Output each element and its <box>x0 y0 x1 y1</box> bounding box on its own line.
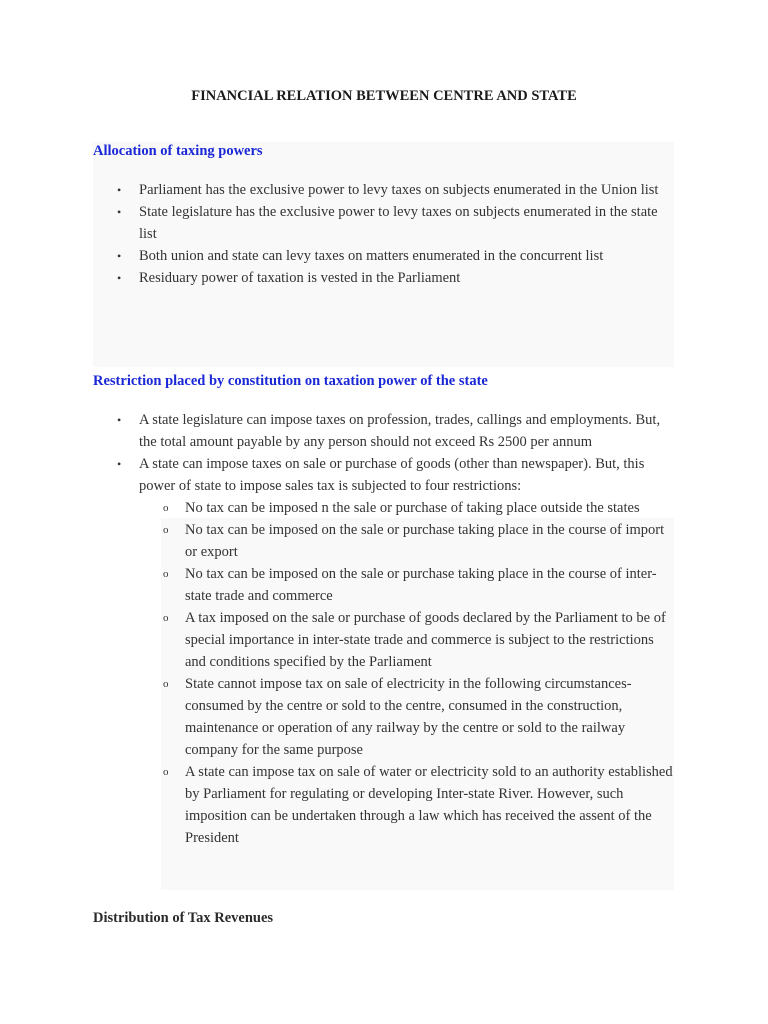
list-item <box>117 267 675 289</box>
circle-bullet-icon: o <box>163 766 169 778</box>
sublist-item <box>163 607 675 673</box>
restriction-list <box>117 409 675 849</box>
circle-bullet-icon: o <box>163 502 169 514</box>
sublist-item-text: State cannot impose tax on sale of electricity in the following circumstances- consumed by the centre or sold to the centre, consumed in the construction, maintenance or operation of any railway by the centre or sold to the railway company for the same purpose <box>185 676 632 758</box>
sublist-item <box>163 761 675 849</box>
list-item <box>117 453 675 849</box>
bullet-icon: • <box>117 413 122 427</box>
bullet-icon: • <box>117 183 122 197</box>
sublist-item-text: A state can impose tax on sale of water or electricity sold to an authority established by Parliament for regulating or developing Inter-state River. However, such imposition can be undertaken through a law which has received the assent of the President <box>185 764 673 846</box>
circle-bullet-icon: o <box>163 612 169 624</box>
bullet-icon: • <box>117 205 122 219</box>
list-item <box>117 201 675 245</box>
list-item <box>117 409 675 453</box>
list-item-text: Both union and state can levy taxes on matters enumerated in the concurrent list <box>139 248 604 264</box>
bullet-icon: • <box>117 457 122 471</box>
list-item-text: A state can impose taxes on sale or purchase of goods (other than newspaper). But, this power of state to impose sales tax is subjected to four restrictions: <box>139 456 645 494</box>
circle-bullet-icon: o <box>163 568 169 580</box>
section-heading-restriction: Restriction placed by constitution on taxation power of the state <box>93 373 488 389</box>
sublist-item <box>163 563 675 607</box>
bullet-icon: • <box>117 271 122 285</box>
sublist-item-text: No tax can be imposed on the sale or purchase taking place in the course of import or export <box>185 522 665 560</box>
section-heading-distribution: Distribution of Tax Revenues <box>93 910 274 926</box>
document-title: FINANCIAL RELATION BETWEEN CENTRE AND STATE <box>191 88 577 104</box>
circle-bullet-icon: o <box>163 524 169 536</box>
list-item-text: A state legislature can impose taxes on profession, trades, callings and employments. But, the total amount payable by any person should not exceed Rs 2500 per annum <box>139 412 661 450</box>
sublist-item-text: A tax imposed on the sale or purchase of goods declared by the Parliament to be of special importance in inter-state trade and commerce is subject to the restrictions and conditions specified by the Parliament <box>185 610 666 670</box>
sublist-item <box>163 497 675 519</box>
list-item-text: Parliament has the exclusive power to levy taxes on subjects enumerated in the Union list <box>139 182 659 198</box>
list-item <box>117 245 675 267</box>
sublist-item-text: No tax can be imposed on the sale or purchase taking place in the course of inter-state trade and commerce <box>185 566 657 604</box>
bullet-icon: • <box>117 249 122 263</box>
list-item-text: State legislature has the exclusive power to levy taxes on subjects enumerated in the state list <box>139 204 658 242</box>
restriction-sublist <box>163 497 675 849</box>
section-heading-allocation: Allocation of taxing powers <box>93 143 263 159</box>
list-item <box>117 179 675 201</box>
sublist-item <box>163 519 675 563</box>
list-item-text: Residuary power of taxation is vested in the Parliament <box>139 270 461 286</box>
sublist-item-text: No tax can be imposed n the sale or purchase of taking place outside the states <box>185 500 640 516</box>
sublist-item <box>163 673 675 761</box>
circle-bullet-icon: o <box>163 678 169 690</box>
allocation-list <box>117 179 675 289</box>
